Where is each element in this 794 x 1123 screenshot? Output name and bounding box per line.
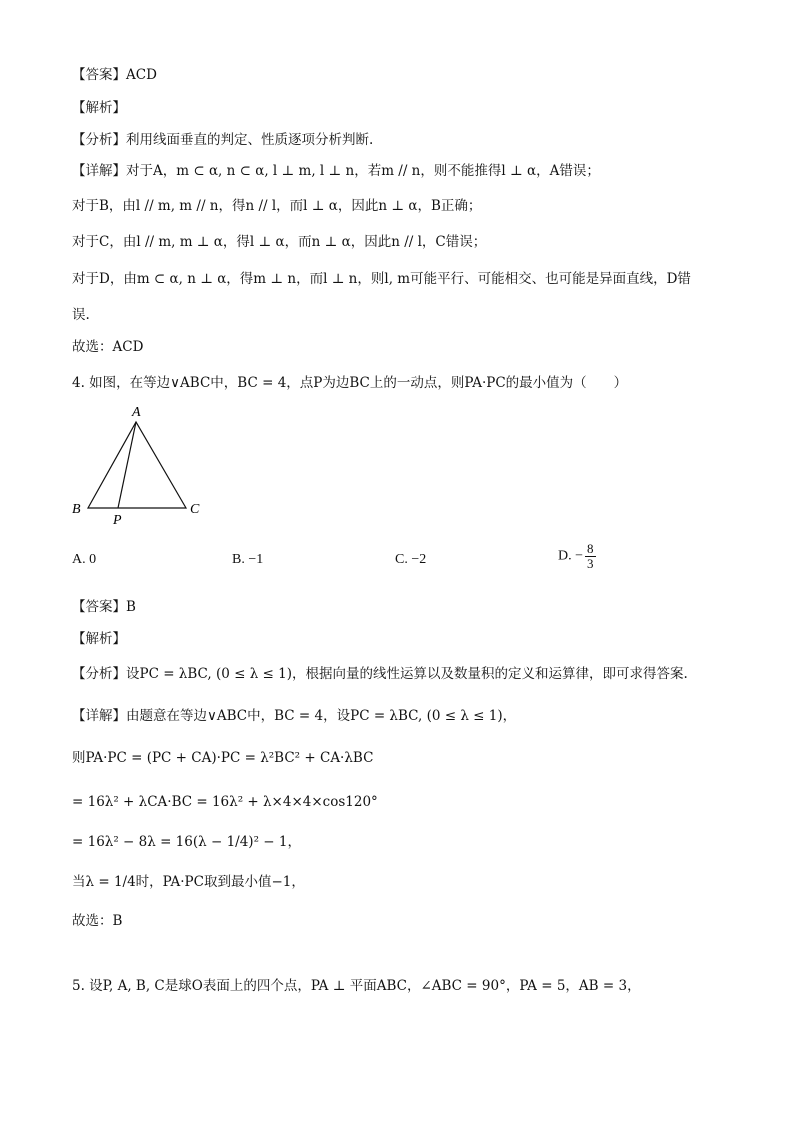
q4-answer: 【答案】B	[72, 599, 136, 615]
q4-detail-3: = 16λ² + λCA·BC = 16λ² + λ×4×4×cos120°	[72, 794, 378, 810]
option-d-numerator: 8	[587, 541, 594, 556]
option-d	[558, 542, 598, 571]
q3-detail-d-line2: 误.	[72, 307, 90, 323]
option-d-denominator: 3	[587, 556, 594, 571]
q3-choice: 故选：ACD	[72, 339, 144, 355]
triangle-figure	[66, 398, 216, 530]
q4-detail-4: = 16λ² − 8λ = 16(λ − 1/4)² − 1，	[72, 834, 301, 850]
q3-detail-b: 对于B，由l // m, m // n，得n // l，而l ⊥ α，因此n ⊥ α，B正确；	[72, 198, 482, 214]
segment-ap	[118, 422, 136, 508]
option-a: A. 0	[72, 552, 97, 567]
point-label-p: P	[113, 513, 122, 528]
q4-fenxi: 【分析】设PC = λBC, (0 ≤ λ ≤ 1)，根据向量的线性运算以及数量积的定义和运算律，即可求得答案.	[72, 666, 688, 682]
q3-fenxi: 【分析】利用线面垂直的判定、性质逐项分析判断.	[72, 132, 374, 148]
q3-detail-d-line1: 对于D，由m ⊂ α, n ⊥ α，得m ⊥ n，而l ⊥ n，则l, m可能平行、可能相交、也可能是异面直线，D错	[72, 271, 691, 287]
option-c: C. −2	[395, 552, 427, 567]
q3-detail-a: 【详解】对于A，m ⊂ α, n ⊂ α, l ⊥ m, l ⊥ n，若m // n，则不能推得l ⊥ α，A错误；	[72, 163, 600, 179]
vertex-label-c: C	[190, 502, 200, 517]
q4-detail-2: 则PA·PC = (PC + CA)·PC = λ²BC² + CA·λBC	[72, 750, 374, 766]
q4-stem: 4. 如图，在等边∨ABC中，BC = 4，点P为边BC上的一动点，则PA·PC的最小值为（ ）	[72, 375, 628, 391]
q3-analysis-heading: 【解析】	[72, 100, 126, 116]
vertex-label-b: B	[72, 502, 81, 517]
q3-answer: 【答案】ACD	[72, 67, 157, 83]
q4-choice: 故选：B	[72, 913, 123, 929]
vertex-label-a: A	[132, 405, 141, 420]
option-d-fraction	[585, 542, 596, 571]
q4-analysis-heading: 【解析】	[72, 631, 126, 647]
q4-detail-5: 当λ = 1/4时，PA·PC取到最小值−1，	[72, 874, 305, 890]
q5-stem: 5. 设P, A, B, C是球O表面上的四个点，PA ⊥ 平面ABC，∠ABC = 90°，PA = 5，AB = 3，	[72, 978, 641, 994]
q3-detail-c: 对于C，由l // m, m ⊥ α，得l ⊥ α，而n ⊥ α，因此n // l，C错误；	[72, 234, 487, 250]
q4-detail-1: 【详解】由题意在等边∨ABC中，BC = 4，设PC = λBC, (0 ≤ λ ≤ 1)，	[72, 708, 517, 724]
option-b: B. −1	[232, 552, 264, 567]
triangle-abc	[88, 422, 186, 508]
option-d-prefix: D. −	[558, 548, 584, 564]
